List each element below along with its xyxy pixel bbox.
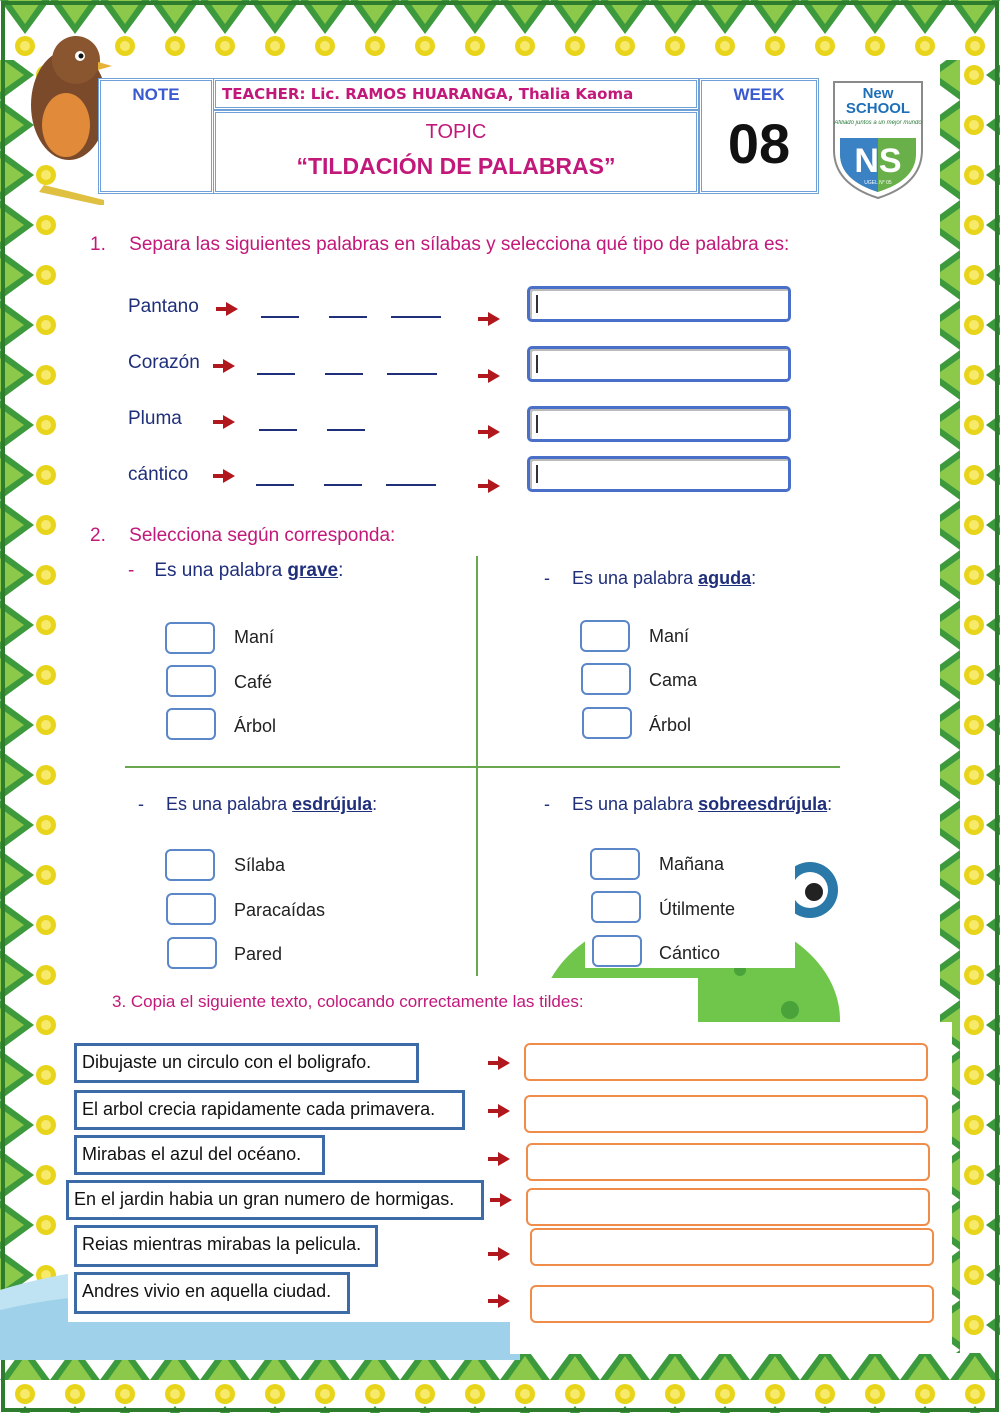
question-grave: - Es una palabra grave:: [128, 560, 344, 581]
syllable-blank[interactable]: [324, 484, 362, 486]
week-box: [699, 78, 819, 194]
sentence-box: Mirabas el azul del océano.: [74, 1135, 325, 1175]
arrow-icon: [226, 302, 238, 316]
arrow-icon: [223, 359, 235, 373]
syllable-blank[interactable]: [386, 484, 436, 486]
logo-tagline: Afiliado juntos a un mejor mundo: [834, 120, 922, 126]
option-label: Sílaba: [234, 855, 286, 875]
option-label: Pared: [234, 944, 283, 964]
checkbox[interactable]: [165, 622, 215, 654]
word-label: Pluma: [128, 408, 182, 429]
dash: -: [544, 568, 550, 588]
arrow-icon: [500, 1193, 512, 1207]
syllable-blank[interactable]: [327, 429, 365, 431]
note-label: NOTE: [132, 85, 180, 104]
sentence-box: Andres vivio en aquella ciudad.: [74, 1272, 350, 1314]
topic-title: “TILDACIÓN DE PALABRAS”: [296, 153, 616, 179]
word-type-select[interactable]: [527, 286, 791, 322]
section3-panel-tail: [510, 1318, 952, 1354]
arrow-icon: [498, 1152, 510, 1166]
section2-number: 2.: [90, 525, 106, 546]
arrow-icon: [488, 425, 500, 439]
logo-line1: New: [862, 85, 894, 102]
sentence-box: Dibujaste un circulo con el boligrafo.: [74, 1043, 419, 1083]
copy-input[interactable]: [524, 1095, 928, 1133]
checkbox[interactable]: [591, 891, 641, 923]
section2-title: Selecciona según corresponda:: [129, 525, 396, 546]
option-label: Maní: [649, 626, 690, 646]
question-esdrujula: - Es una palabra esdrújula:: [138, 794, 378, 814]
checkbox[interactable]: [165, 849, 215, 881]
arrow-icon: [498, 1056, 510, 1070]
copy-input[interactable]: [526, 1188, 930, 1226]
option-label: Cama: [649, 670, 698, 690]
topic-box: [213, 110, 699, 194]
copy-input[interactable]: [530, 1285, 934, 1323]
keyword-sobreesdrujula: sobreesdrújula: [698, 794, 828, 814]
section2-heading: [90, 525, 395, 547]
option-label: Maní: [234, 627, 275, 647]
option-label: Árbol: [649, 715, 692, 735]
arrow-icon: [488, 479, 500, 493]
option-label: Árbol: [234, 716, 277, 736]
logo-initials: NS: [854, 142, 902, 180]
arrow-icon: [488, 369, 500, 383]
option-label: Útilmente: [659, 899, 736, 919]
arrow-icon: [223, 469, 235, 483]
section1-heading: [90, 234, 789, 256]
teacher-name: Lic. RAMOS HUARANGA, Thalia Kaoma: [310, 85, 634, 103]
checkbox[interactable]: [580, 620, 630, 652]
word-label: Pantano: [128, 296, 199, 317]
word-type-select[interactable]: [527, 456, 791, 492]
section1-number: 1.: [90, 234, 106, 255]
copy-input[interactable]: [524, 1043, 928, 1081]
arrow-icon: [223, 415, 235, 429]
checkbox[interactable]: [581, 663, 631, 695]
keyword-esdrujula: esdrújula: [292, 794, 373, 814]
word-label: cántico: [128, 464, 189, 485]
option-label: Mañana: [659, 854, 725, 874]
syllable-blank[interactable]: [259, 429, 297, 431]
word-type-select[interactable]: [527, 406, 791, 442]
syllable-blank[interactable]: [329, 316, 367, 318]
keyword-aguda: aguda: [698, 568, 752, 588]
dash: -: [138, 794, 144, 814]
arrow-icon: [488, 312, 500, 326]
checkbox[interactable]: [167, 937, 217, 969]
topic-label: TOPIC: [425, 121, 487, 143]
syllable-blank[interactable]: [256, 484, 294, 486]
checkbox[interactable]: [166, 708, 216, 740]
checkbox[interactable]: [582, 707, 632, 739]
sentence-box: Reias mientras mirabas la pelicula.: [74, 1225, 378, 1267]
keyword-grave: grave: [287, 560, 339, 581]
syllable-blank[interactable]: [387, 373, 437, 375]
logo-footer: UGEL N° 05: [864, 180, 892, 186]
logo-line2: SCHOOL: [845, 100, 911, 117]
copy-input[interactable]: [530, 1228, 934, 1266]
dash: -: [128, 560, 135, 581]
section3-title: 3. Copia el siguiente texto, colocando correctamente las tildes:: [112, 992, 584, 1011]
syllable-blank[interactable]: [391, 316, 441, 318]
word-type-select[interactable]: [527, 346, 791, 382]
dash: -: [544, 794, 550, 814]
arrow-icon: [498, 1104, 510, 1118]
week-label: WEEK: [733, 85, 785, 104]
checkbox[interactable]: [166, 893, 216, 925]
checkbox[interactable]: [166, 665, 216, 697]
checkbox[interactable]: [592, 935, 642, 967]
option-label: Paracaídas: [234, 900, 326, 920]
option-label: Cántico: [659, 943, 721, 963]
word-label: Corazón: [128, 352, 200, 373]
copy-input[interactable]: [526, 1143, 930, 1181]
question-sobreesdrujula: - Es una palabra sobreesdrújula:: [544, 794, 833, 814]
school-logo: [830, 80, 926, 200]
section1-title: Separa las siguientes palabras en sílabas y selecciona qué tipo de palabra es:: [129, 234, 790, 255]
option-label: Café: [234, 672, 273, 692]
note-box: [98, 78, 214, 194]
sentence-box: En el jardin habia un gran numero de hormigas.: [66, 1180, 484, 1220]
syllable-blank[interactable]: [325, 373, 363, 375]
grid-divider-horizontal: [125, 766, 840, 768]
arrow-icon: [498, 1294, 510, 1308]
checkbox[interactable]: [590, 848, 640, 880]
teacher-box: [213, 78, 699, 110]
syllable-blank[interactable]: [261, 316, 299, 318]
syllable-blank[interactable]: [257, 373, 295, 375]
arrow-icon: [498, 1247, 510, 1261]
teacher-label: TEACHER:: [222, 85, 306, 103]
week-number: 08: [727, 112, 791, 175]
sentence-box: El arbol crecia rapidamente cada primavera.: [74, 1090, 465, 1130]
question-aguda: - Es una palabra aguda:: [544, 568, 757, 588]
